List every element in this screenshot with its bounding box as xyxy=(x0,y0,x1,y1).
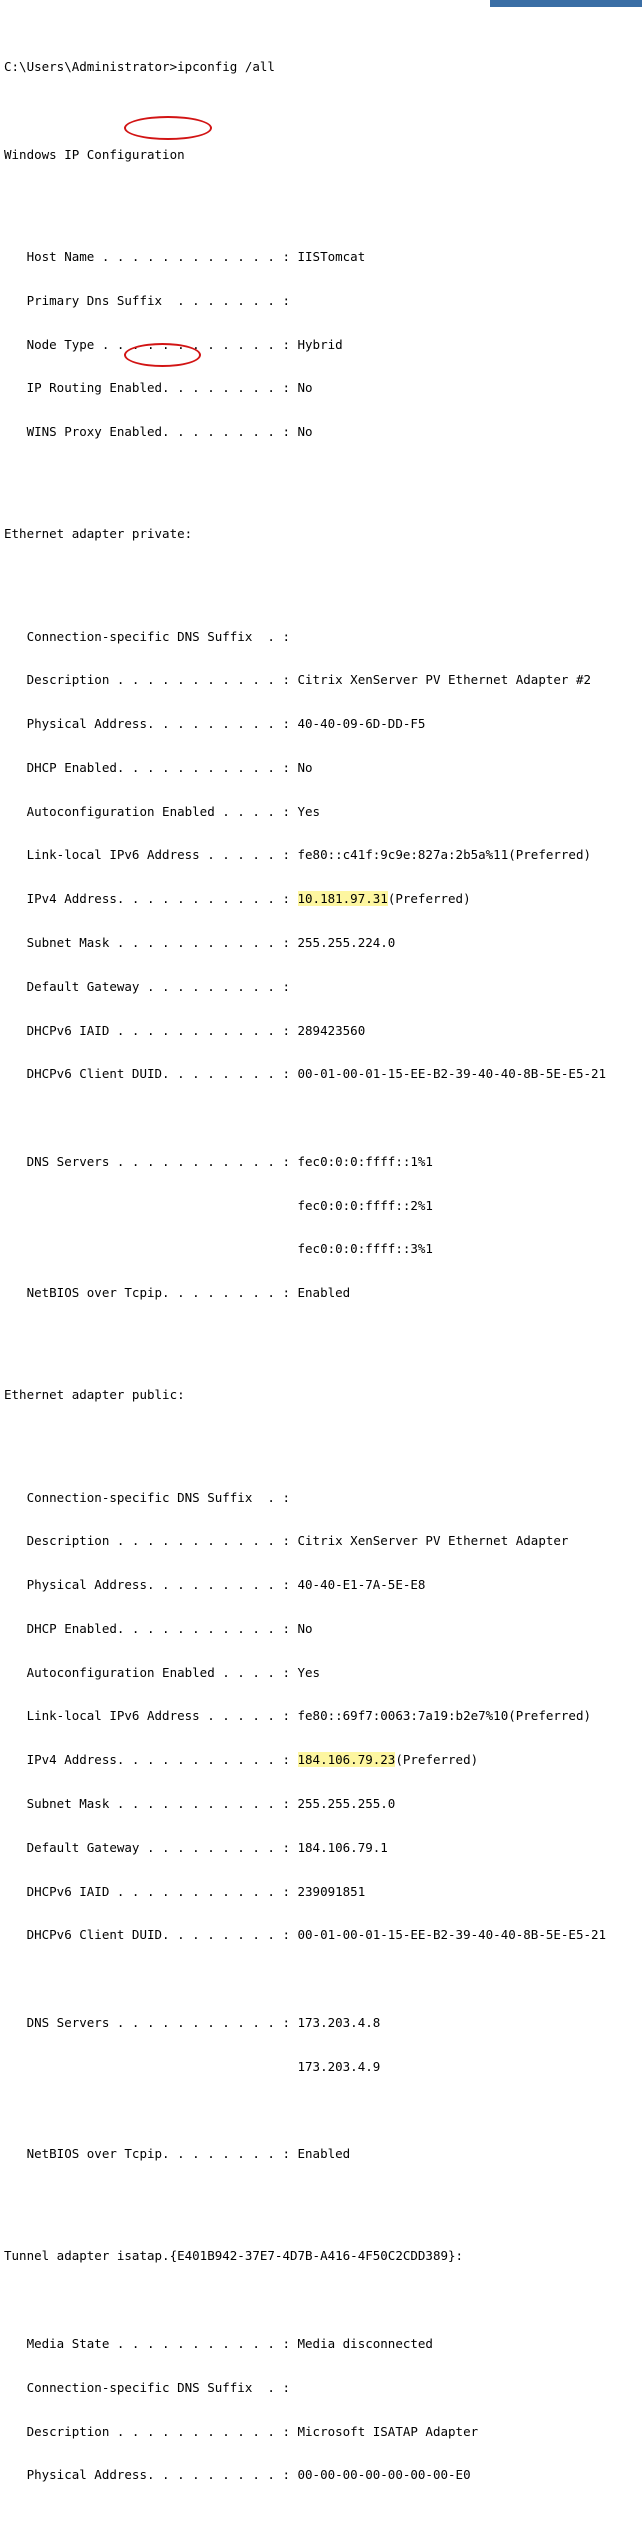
adapter-heading-tunnel: Tunnel adapter isatap.{E401B942-37E7-4D7B-A416-4F50C2CDD389}: xyxy=(4,2248,464,2264)
window-titlebar-stub xyxy=(490,0,642,7)
output-line: Description . . . . . . . . . . . : Citrix XenServer PV Ethernet Adapter #2 xyxy=(4,672,591,688)
output-line: WINS Proxy Enabled. . . . . . . . : No xyxy=(4,424,313,440)
output-line: Primary Dns Suffix . . . . . . . : xyxy=(4,292,290,308)
output-line: Node Type . . . . . . . . . . . . : Hybrid xyxy=(4,336,343,352)
output-line: Description . . . . . . . . . . . : Citrix XenServer PV Ethernet Adapter xyxy=(4,1533,569,1549)
output-line: NetBIOS over Tcpip. . . . . . . . : Enabled xyxy=(4,2146,351,2162)
adapter-heading-private: Ethernet adapter private: xyxy=(4,526,193,542)
blank-line xyxy=(4,1111,642,1126)
command-line: C:\Users\Administrator>ipconfig /all xyxy=(4,59,275,75)
output-line: fec0:0:0:ffff::3%1 xyxy=(4,1241,433,1257)
public-ipv4-line xyxy=(4,1753,642,1768)
output-line: Physical Address. . . . . . . . . : 40-40-09-6D-DD-F5 xyxy=(4,716,426,732)
output-line: Description . . . . . . . . . . . : Microsoft ISATAP Adapter xyxy=(4,2423,479,2439)
section-heading-ip-configuration: Windows IP Configuration xyxy=(4,146,185,162)
blank-line xyxy=(4,104,642,119)
output-line: Host Name . . . . . . . . . . . . : IISTomcat xyxy=(4,249,366,265)
private-ipv4-suffix: (Preferred) xyxy=(387,891,471,907)
adapter-heading-public: Ethernet adapter public: xyxy=(4,1387,185,1403)
blank-line xyxy=(4,2191,642,2206)
output-line: 173.203.4.9 xyxy=(4,2058,381,2074)
output-line: Connection-specific DNS Suffix . : xyxy=(4,628,290,644)
public-ipv4-label: IPv4 Address. . . . . . . . . . . : xyxy=(4,1752,298,1768)
private-ipv4-line xyxy=(4,892,642,907)
output-line: Subnet Mask . . . . . . . . . . . : 255.255.255.0 xyxy=(4,1796,396,1812)
blank-line xyxy=(4,2104,642,2119)
output-line: DHCP Enabled. . . . . . . . . . . : No xyxy=(4,759,313,775)
blank-line xyxy=(4,571,642,586)
output-line: DNS Servers . . . . . . . . . . . : 173.203.4.8 xyxy=(4,2014,381,2030)
blank-line xyxy=(4,469,642,484)
output-line: DHCPv6 Client DUID. . . . . . . . : 00-01-00-01-15-EE-B2-39-40-40-8B-5E-E5-21 xyxy=(4,1066,607,1082)
output-line: Link-local IPv6 Address . . . . . : fe80::69f7:0063:7a19:b2e7%10(Preferred) xyxy=(4,1708,591,1724)
output-line: Connection-specific DNS Suffix . : xyxy=(4,2379,290,2395)
private-ipv4-value: 10.181.97.31 xyxy=(297,891,388,907)
output-line: Physical Address. . . . . . . . . : 00-00-00-00-00-00-00-E0 xyxy=(4,2467,471,2483)
output-line: DHCPv6 IAID . . . . . . . . . . . : 289423560 xyxy=(4,1022,366,1038)
output-line: DNS Servers . . . . . . . . . . . : fec0:0:0:ffff::1%1 xyxy=(4,1153,433,1169)
blank-line xyxy=(4,1330,642,1345)
output-line: Autoconfiguration Enabled . . . . : Yes xyxy=(4,1664,321,1680)
public-ipv4-value: 184.106.79.23 xyxy=(297,1752,396,1768)
output-line: NetBIOS over Tcpip. . . . . . . . : Enabled xyxy=(4,1285,351,1301)
blank-line xyxy=(4,1972,642,1987)
public-ipv4-suffix: (Preferred) xyxy=(395,1752,479,1768)
output-line: Connection-specific DNS Suffix . : xyxy=(4,1489,290,1505)
annotation-ellipse-private xyxy=(124,116,212,140)
output-line: DHCPv6 Client DUID. . . . . . . . : 00-01-00-01-15-EE-B2-39-40-40-8B-5E-E5-21 xyxy=(4,1927,607,1943)
blank-line xyxy=(4,192,642,207)
blank-line xyxy=(4,1432,642,1447)
output-line: Default Gateway . . . . . . . . . : 184.106.79.1 xyxy=(4,1839,388,1855)
output-line: DHCPv6 IAID . . . . . . . . . . . : 239091851 xyxy=(4,1883,366,1899)
output-line: Subnet Mask . . . . . . . . . . . : 255.255.224.0 xyxy=(4,935,396,950)
output-line: Media State . . . . . . . . . . . : Media disconnected xyxy=(4,2336,433,2351)
output-line: DHCP Enabled. . . . . . . . . . . : No xyxy=(4,1620,313,1636)
private-ipv4-label: IPv4 Address. . . . . . . . . . . : xyxy=(4,891,298,907)
output-line: IP Routing Enabled. . . . . . . . : No xyxy=(4,380,313,396)
output-line: Physical Address. . . . . . . . . : 40-40-E1-7A-5E-E8 xyxy=(4,1577,426,1593)
output-line: Link-local IPv6 Address . . . . . : fe80::c41f:9c9e:827a:2b5a%11(Preferred) xyxy=(4,847,591,863)
output-line: Autoconfiguration Enabled . . . . : Yes xyxy=(4,803,321,819)
output-line: fec0:0:0:ffff::2%1 xyxy=(4,1197,433,1213)
output-line: Default Gateway . . . . . . . . . : xyxy=(4,978,290,994)
blank-line xyxy=(4,2293,642,2308)
